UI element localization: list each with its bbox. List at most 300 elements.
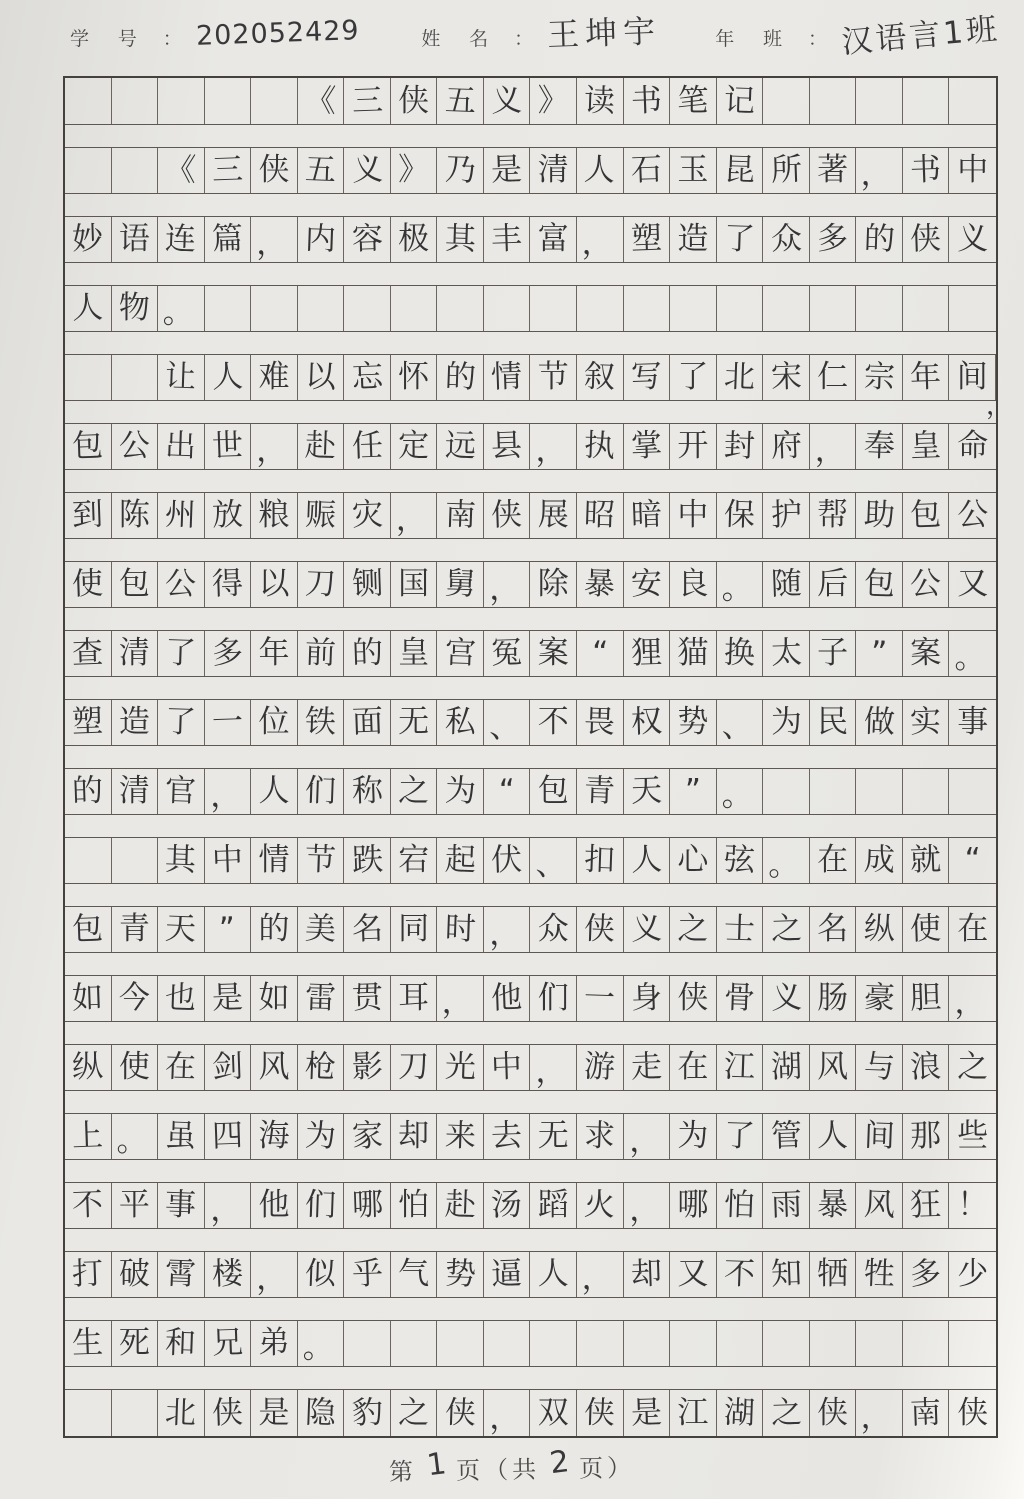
char-cell [903,976,950,1021]
handwritten-char: 生 [71,1324,104,1362]
handwritten-char: “ [964,842,981,878]
handwritten-char: 胆 [909,979,942,1017]
handwritten-char: 包 [71,910,104,948]
handwritten-char: 公 [957,497,989,533]
char-cell [158,148,205,193]
char-cell [717,1045,764,1090]
char-cell [158,562,205,607]
char-cell [298,976,345,1021]
empty-cell [298,286,345,331]
char-cell [670,148,717,193]
char-cell [577,148,624,193]
empty-cell [856,1321,903,1366]
handwritten-char: 畏 [583,703,616,741]
char-cell [577,78,624,124]
char-cell [437,355,484,400]
handwritten-char: 四 [211,1117,244,1155]
handwritten-char: 到 [71,496,104,534]
handwritten-char: 赴 [304,427,337,465]
handwritten-char: 人 [583,151,616,189]
text-row [65,1320,996,1367]
handwritten-char: 护 [769,496,803,534]
handwritten-char: 在 [164,1048,197,1086]
handwritten-char: 的 [258,911,290,947]
handwritten-char: 玉 [677,152,709,188]
char-cell [903,1390,950,1436]
handwritten-char: 之 [769,910,803,948]
char-cell [298,1252,345,1297]
char-cell [577,769,624,814]
char-cell [624,1252,671,1297]
handwritten-char: 面 [350,703,384,741]
text-row [65,837,996,884]
char-cell [112,493,159,538]
char-cell [856,1045,903,1090]
char-cell [112,424,159,469]
char-cell [344,148,391,193]
char-cell [763,907,810,952]
char-cell [251,976,298,1021]
empty-cell [205,78,252,124]
handwritten-char: 无 [537,1118,569,1154]
row-gap [65,1160,996,1182]
handwritten-char: 南 [444,496,477,534]
student-no-colon: ： [162,28,182,50]
char-cell [112,1183,159,1228]
char-cell [810,148,857,193]
text-row [65,699,996,746]
handwritten-char: 包 [909,496,942,534]
char-cell [437,424,484,469]
char-cell [298,1390,345,1436]
char-cell [717,769,764,814]
char-cell [670,493,717,538]
char-cell [856,1390,903,1436]
handwritten-char: 光 [444,1048,477,1086]
handwritten-char: 哪 [677,1187,709,1223]
handwritten-char: 三 [350,81,384,120]
char-cell [530,1390,577,1436]
char-cell [763,217,810,262]
char-cell [437,78,484,124]
handwritten-char: 公 [118,428,150,464]
name-value: 王坤宇 [546,12,662,54]
char-cell [856,217,903,262]
handwritten-char: 一 [211,703,244,741]
handwritten-char: 来 [444,1117,477,1155]
handwritten-char: ， [256,1261,288,1297]
handwritten-char: 又 [957,566,989,602]
char-cell [763,1252,810,1297]
char-cell [344,1252,391,1297]
char-cell [763,700,810,745]
handwritten-char: 纵 [71,1048,104,1086]
handwritten-char: ， [488,1399,521,1437]
handwritten-char: 了 [164,703,197,741]
char-cell [251,769,298,814]
char-cell [763,1183,810,1228]
handwritten-char: 浪 [909,1048,942,1086]
text-row [65,285,996,332]
char-cell [903,355,950,400]
char-cell [484,424,531,469]
handwritten-char: 人 [71,289,104,327]
char-cell [949,907,996,952]
handwritten-char: 就 [909,841,942,879]
char-cell [670,1045,717,1090]
handwritten-char: 众 [769,220,803,258]
char-cell [391,78,438,124]
char-cell [484,1045,531,1090]
handwritten-char: 妙 [71,220,104,258]
char-cell [158,631,205,676]
char-cell [298,424,345,469]
char-cell [205,631,252,676]
char-cell [205,217,252,262]
char-cell [670,562,717,607]
handwritten-char: ， [488,915,521,953]
char-cell [437,1252,484,1297]
char-cell [577,1045,624,1090]
char-cell [298,217,345,262]
handwritten-char: ， [860,1399,893,1437]
handwritten-char: 怕 [398,1187,430,1223]
char-cell [298,631,345,676]
handwritten-char: 著 [817,152,849,188]
handwritten-char: 权 [630,703,663,741]
handwritten-char: 书 [909,151,942,189]
handwritten-char: 又 [677,1256,709,1292]
char-cell [65,562,112,607]
char-cell [344,976,391,1021]
handwritten-char: 情 [490,358,523,396]
handwritten-char: 开 [677,428,709,464]
char-cell [298,907,345,952]
char-cell [810,700,857,745]
empty-cell [624,1321,671,1366]
char-cell [903,424,950,469]
char-cell [251,217,298,262]
char-cell [624,493,671,538]
handwritten-char: 执 [583,427,616,465]
class-value: 汉语言1班 [840,10,1002,61]
handwritten-char: 与 [863,1048,896,1086]
handwritten-char: 造 [677,221,709,257]
char-cell [298,1045,345,1090]
char-cell [437,493,484,538]
char-cell [903,562,950,607]
handwritten-char: 间 [956,359,988,395]
handwritten-char: 多 [909,1255,942,1293]
char-cell [903,1252,950,1297]
handwritten-char: 骨 [723,979,756,1017]
char-cell [670,1252,717,1297]
handwritten-char: 楼 [211,1255,244,1293]
handwritten-char: 为 [769,703,803,741]
text-row [65,906,996,953]
char-cell [205,1390,252,1436]
char-cell [484,700,531,745]
handwritten-char: 风 [817,1049,849,1085]
handwritten-char: 记 [723,81,756,120]
handwritten-char: 影 [350,1048,384,1086]
handwritten-char: 士 [723,910,756,948]
handwritten-char: 之 [769,1393,803,1432]
handwritten-char: 助 [863,496,896,534]
handwritten-char: 暗 [630,496,663,534]
handwritten-char: 贯 [350,979,384,1017]
row-gap [65,1367,996,1389]
handwritten-char: 极 [398,221,430,257]
handwritten-char: 写 [630,358,663,396]
char-cell [484,217,531,262]
row-gap [65,401,996,423]
handwritten-char: ， [209,777,242,815]
row-gap [65,1022,996,1044]
handwritten-char: 赴 [444,1186,477,1224]
char-cell [391,1045,438,1090]
empty-cell [251,78,298,124]
handwritten-char: 仁 [817,359,849,395]
char-cell [391,1252,438,1297]
handwritten-char: 中 [677,497,709,533]
char-cell [344,1183,391,1228]
text-row [65,492,996,539]
handwritten-char: 侠 [817,1394,849,1431]
handwritten-char: 侠 [909,220,942,258]
footer-total-pages: 2 [547,1444,572,1482]
handwritten-char: 人 [630,841,663,879]
handwritten-char: ， [581,1260,614,1298]
handwritten-char: 做 [863,703,896,741]
handwritten-char: 乃 [444,151,477,189]
char-cell [530,355,577,400]
handwritten-char: 侠 [398,82,430,119]
handwritten-char: 富 [537,221,569,257]
char-cell [717,1183,764,1228]
empty-cell [484,286,531,331]
handwritten-char: 清 [118,773,150,809]
handwritten-char: 公 [164,565,197,603]
char-cell [949,976,996,1021]
handwritten-char: 名 [350,910,384,948]
char-cell [344,1045,391,1090]
char-cell [391,1183,438,1228]
char-cell [717,1252,764,1297]
handwritten-char: ， [581,225,614,263]
footer-prefix: 第 [388,1459,418,1487]
empty-cell [65,148,112,193]
text-row [65,216,996,263]
char-cell [158,1252,205,1297]
char-cell [112,1114,159,1159]
handwritten-char: ， [256,433,288,469]
char-cell [158,1321,205,1366]
char-cell [577,217,624,262]
handwritten-char: 容 [350,220,384,258]
char-cell [624,1183,671,1228]
empty-cell [763,286,810,331]
char-cell [810,976,857,1021]
handwritten-char: 猫 [677,635,709,671]
char-cell [298,493,345,538]
char-cell [344,78,391,124]
handwritten-char: 蹈 [537,1187,569,1223]
char-cell [158,1045,205,1090]
handwritten-char: 不 [723,1255,756,1293]
handwritten-char: 任 [350,427,384,465]
char-cell [437,976,484,1021]
handwritten-char: 后 [817,566,849,602]
char-cell [65,493,112,538]
handwritten-char: ， [256,226,288,262]
empty-cell [856,769,903,814]
empty-cell [158,78,205,124]
handwritten-char: 风 [863,1186,896,1224]
char-cell [856,1252,903,1297]
handwritten-char: 除 [537,566,569,602]
char-cell [810,493,857,538]
handwritten-char: 帮 [817,497,849,533]
handwritten-char: 、 [721,708,754,746]
handwritten-char: 篇 [211,220,244,258]
text-row [65,975,996,1022]
char-cell [810,424,857,469]
handwritten-char: 为 [304,1117,337,1155]
handwritten-char: 清 [118,635,150,671]
char-cell [624,1045,671,1090]
class-colon: ： [807,28,827,50]
handwritten-char: 子 [817,635,849,671]
char-cell [298,769,345,814]
handwritten-char: 跌 [350,841,384,879]
char-cell [530,631,577,676]
char-cell [670,769,717,814]
handwritten-char: 难 [258,359,290,395]
char-cell [624,838,671,883]
handwritten-char: 少 [957,1256,989,1292]
char-cell [112,1045,159,1090]
handwritten-char: 节 [537,359,569,395]
char-cell [65,217,112,262]
text-row [65,561,996,608]
handwritten-char: 年 [909,358,942,396]
char-cell [717,700,764,745]
char-cell [763,1390,810,1436]
handwritten-char: 他 [258,1187,290,1223]
handwritten-char: 义 [957,221,989,257]
char-cell [205,1321,252,1366]
char-cell [624,769,671,814]
char-cell [763,562,810,607]
row-gap [65,194,996,216]
handwritten-char: 破 [118,1256,150,1292]
handwritten-char: 那 [909,1117,942,1155]
handwritten-char: ， [441,984,475,1022]
char-cell [717,148,764,193]
char-cell [205,700,252,745]
char-cell [344,217,391,262]
handwritten-char: 同 [398,911,430,947]
handwritten-char: 身 [630,979,663,1017]
handwritten-char: 名 [817,911,849,947]
char-cell [298,1183,345,1228]
char-cell [530,148,577,193]
handwritten-char: 使 [909,910,942,948]
handwritten-char: 》 [537,82,569,119]
char-cell [903,631,950,676]
char-cell [437,907,484,952]
empty-cell [344,1321,391,1366]
char-cell [670,78,717,124]
char-cell [810,907,857,952]
handwritten-char: 不 [71,1186,104,1224]
char-cell [112,562,159,607]
handwritten-char: 塑 [630,220,663,258]
char-cell [344,700,391,745]
handwritten-char: 之 [398,1394,430,1431]
text-row [65,1182,996,1229]
char-cell [251,355,298,400]
empty-cell [949,286,996,331]
char-cell [158,1114,205,1159]
char-cell [205,1252,252,1297]
handwritten-char: ， [814,433,846,469]
handwritten-char: 的 [350,634,384,672]
char-cell [530,78,577,124]
char-cell [670,631,717,676]
char-cell [391,424,438,469]
handwritten-char: 侠 [211,1393,244,1432]
handwritten-char: 在 [817,842,849,878]
empty-cell [856,286,903,331]
char-cell [65,700,112,745]
char-cell [251,1252,298,1297]
row-gap [65,1298,996,1320]
handwritten-char: 暴 [583,565,616,603]
char-cell [670,1390,717,1436]
handwritten-char: 却 [398,1118,430,1154]
char-cell [344,1390,391,1436]
char-cell [65,976,112,1021]
handwritten-char: 所 [769,151,803,189]
char-cell [530,700,577,745]
char-cell [484,355,531,400]
char-cell [856,355,903,400]
handwritten-char: 火 [583,1186,616,1224]
char-cell [251,424,298,469]
char-cell [437,1390,484,1436]
empty-cell [112,78,159,124]
char-cell [484,1183,531,1228]
char-cell [856,1114,903,1159]
handwritten-char: 义 [630,910,663,948]
handwritten-char: 读 [583,81,616,120]
handwritten-char: 清 [537,152,569,188]
handwritten-char: 。 [302,1329,335,1367]
row-gap [65,470,996,492]
handwritten-char: 公 [909,565,942,603]
char-cell [577,1252,624,1297]
handwritten-char: 美 [304,910,337,948]
char-cell [158,1183,205,1228]
handwritten-char: 之 [957,1049,989,1085]
char-cell [856,562,903,607]
handwritten-char: 知 [769,1255,803,1293]
handwritten-char: 》 [398,152,430,188]
char-cell [810,562,857,607]
char-cell [391,1114,438,1159]
